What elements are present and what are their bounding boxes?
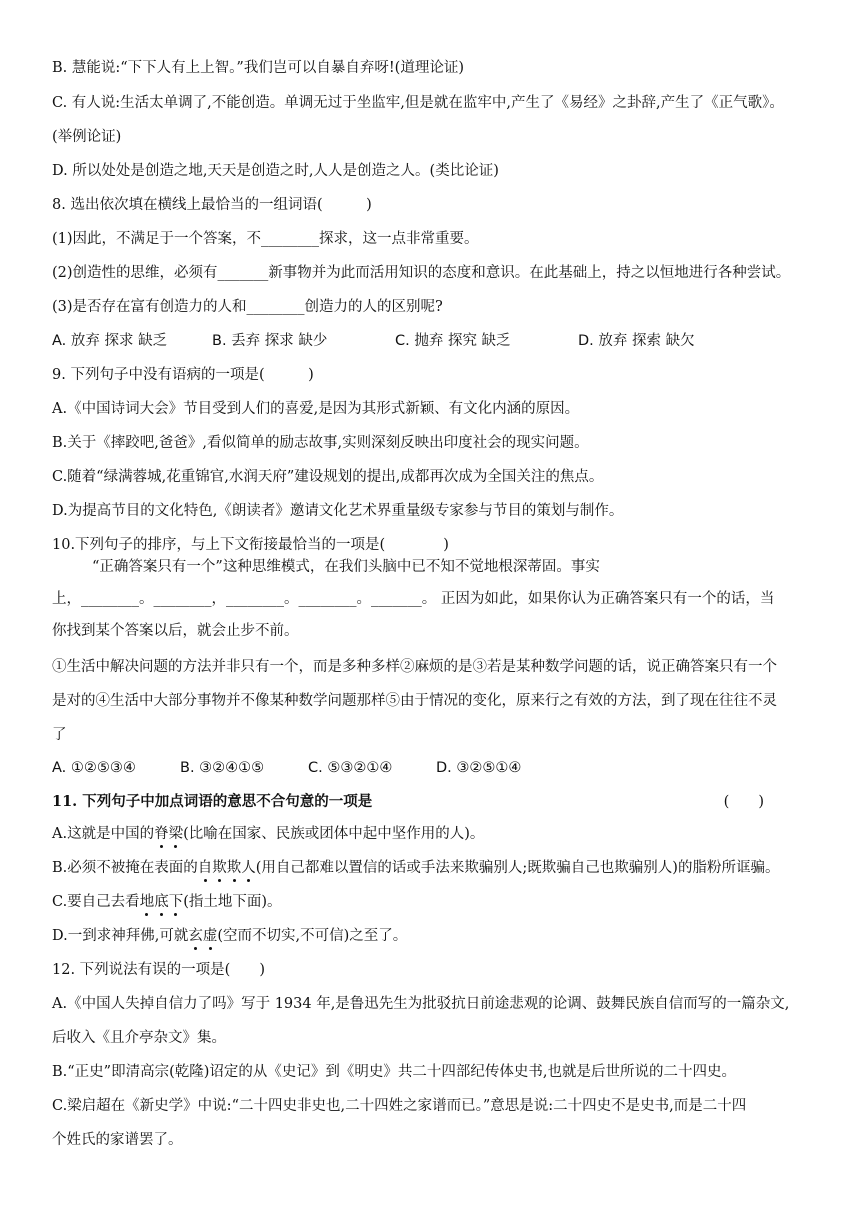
q8-sentence-2: (2)创造性的思维，必须有_______新事物并为此而活用知识的态度和意识。在此基础上，持之以恒地进行各种尝试。 (52, 265, 791, 281)
emphasis-dot-char: 欺 (226, 860, 242, 876)
q9-option-c: C.随着“绿满蓉城,花重锦官,水润天府”建设规划的提出,成都再次成为全国关注的焦点。 (52, 469, 604, 485)
q11-stem: 11. 下列句子中加点词语的意思不合句意的一项是 (52, 793, 373, 810)
emphasis-dot-char: 玄 (188, 928, 203, 944)
emphasis-dot-char: 脊 (154, 826, 169, 842)
q9-option-b: B.关于《摔跤吧,爸爸》,看似简单的励志故事,实则深刻反映出印度社会的现实问题。 (52, 435, 589, 451)
q12-stem: 12. 下列说法有误的一项是( ) (52, 962, 265, 978)
q10-options (52, 758, 820, 778)
q10-option-d: D. ③②⑤①④ (436, 760, 522, 776)
q10-passage-3: 你找到某个答案以后，就会止步不前。 (52, 623, 299, 639)
q7-option-c-cont: (举例论证) (52, 129, 122, 145)
q9-option-d: D.为提高节目的文化特色,《朗读者》邀请文化艺术界重量级专家参与节目的策划与制作。 (52, 503, 624, 519)
emphasis-dot-char: 梁 (168, 826, 184, 842)
q10-option-c: C. ⑤③②①④ (308, 760, 393, 776)
emphasis-dot-char: 虚 (202, 928, 218, 944)
q10-option-a: A. ①②⑤③④ (52, 760, 136, 776)
q11-option-b: B.必须不被掩在表面的自欺欺人(用自己都难以置信的话或手法来欺骗别人;既欺骗自己也欺骗别人)的脂粉所诓骗。 (52, 860, 780, 876)
emphasis-dot-char: 欺 (212, 860, 227, 876)
emphasis-dot-char: 自 (197, 860, 213, 876)
q8-sentence-1: (1)因此，不满足于一个答案，不________探求，这一点非常重要。 (52, 231, 479, 247)
q12-option-a: A.《中国人失掉自信力了吗》写于 1934 年,是鲁迅先生为批驳抗日前途悲观的论调、鼓舞民族自信而写的一篇杂文, (52, 996, 790, 1012)
q12-option-b: B.“正史”即清高宗(乾隆)诏定的从《史记》到《明史》共二十四部纪传体史书,也就是后世所说的二十四史。 (52, 1064, 737, 1080)
q8-sentence-3: (3)是否存在富有创造力的人和________创造力的人的区别呢? (52, 299, 443, 315)
q8-option-c: C. 抛弃 探究 缺乏 (395, 333, 511, 349)
q11-option-d: D.一到求神拜佛,可就玄虚(空而不切实,不可信)之至了。 (52, 928, 408, 944)
q8-stem: 8. 选出依次填在横线上最恰当的一组词语( ) (52, 197, 372, 213)
q7-option-c: C. 有人说:生活太单调了,不能创造。单调无过于坐监牢,但是就在监牢中,产生了《易经》之卦辞,产生了《正气歌》。 (52, 95, 784, 111)
q11-answer-paren: ( ) (723, 794, 764, 810)
q11-stem-row (52, 792, 820, 812)
emphasis-dot-char: 地 (139, 894, 155, 910)
q12-option-c-cont: 个姓氏的家谱罢了。 (52, 1132, 183, 1148)
q8-option-b: B. 丢弃 探求 缺少 (212, 333, 328, 349)
q11-option-a: A.这就是中国的脊梁(比喻在国家、民族或团体中起中坚作用的人)。 (52, 826, 485, 842)
emphasis-dot-char: 人 (241, 860, 256, 876)
q8-option-d: D. 放弃 探索 缺欠 (578, 333, 695, 349)
q9-option-a: A.《中国诗词大会》节目受到人们的喜爱,是因为其形式新颖、有文化内涵的原因。 (52, 401, 580, 417)
q10-sentences-2: 是对的④生活中大部分事物并不像某种数学问题那样⑤由于情况的变化，原来行之有效的方法，到了现在往往不灵 (52, 693, 777, 709)
q10-option-b: B. ③②④①⑤ (180, 760, 265, 776)
q10-stem: 10.下列句子的排序，与上下文衔接最恰当的一项是( ) (52, 537, 449, 553)
q12-option-a-cont: 后收入《且介亭杂文》集。 (52, 1030, 226, 1046)
q8-options (52, 331, 820, 351)
emphasis-dot-char: 底 (154, 894, 169, 910)
q10-passage-1: “正确答案只有一个”这种思维模式，在我们头脑中已不知不觉地根深蒂固。事实 (92, 559, 600, 575)
q10-sentences-1: ①生活中解决问题的方法并非只有一个，而是多种多样②麻烦的是③若是某种数学问题的话，说正确答案只有一个 (52, 659, 777, 675)
q8-option-a: A. 放弃 探求 缺乏 (52, 333, 168, 349)
q10-sentences-3: 了 (52, 727, 67, 743)
emphasis-dot-char: 下 (168, 894, 184, 910)
q7-option-d: D. 所以处处是创造之地,天天是创造之时,人人是创造之人。(类比论证) (52, 163, 499, 179)
q9-stem: 9. 下列句子中没有语病的一项是( ) (52, 367, 314, 383)
q12-option-c: C.梁启超在《新史学》中说:“二十四史非史也,二十四姓之家谱而已。”意思是说:二十四史不是史书,而是二十四 (52, 1098, 747, 1114)
q11-option-c: C.要自己去看地底下(指土地下面)。 (52, 894, 282, 910)
q10-passage-2: 上，________。________，________。________。_______。 正因为如此，如果你认为正确答案只有一个的话，当 (52, 591, 775, 607)
q7-option-b: B. 慧能说:“下下人有上上智。”我们岂可以自暴自弃呀!(道理论证) (52, 60, 464, 76)
